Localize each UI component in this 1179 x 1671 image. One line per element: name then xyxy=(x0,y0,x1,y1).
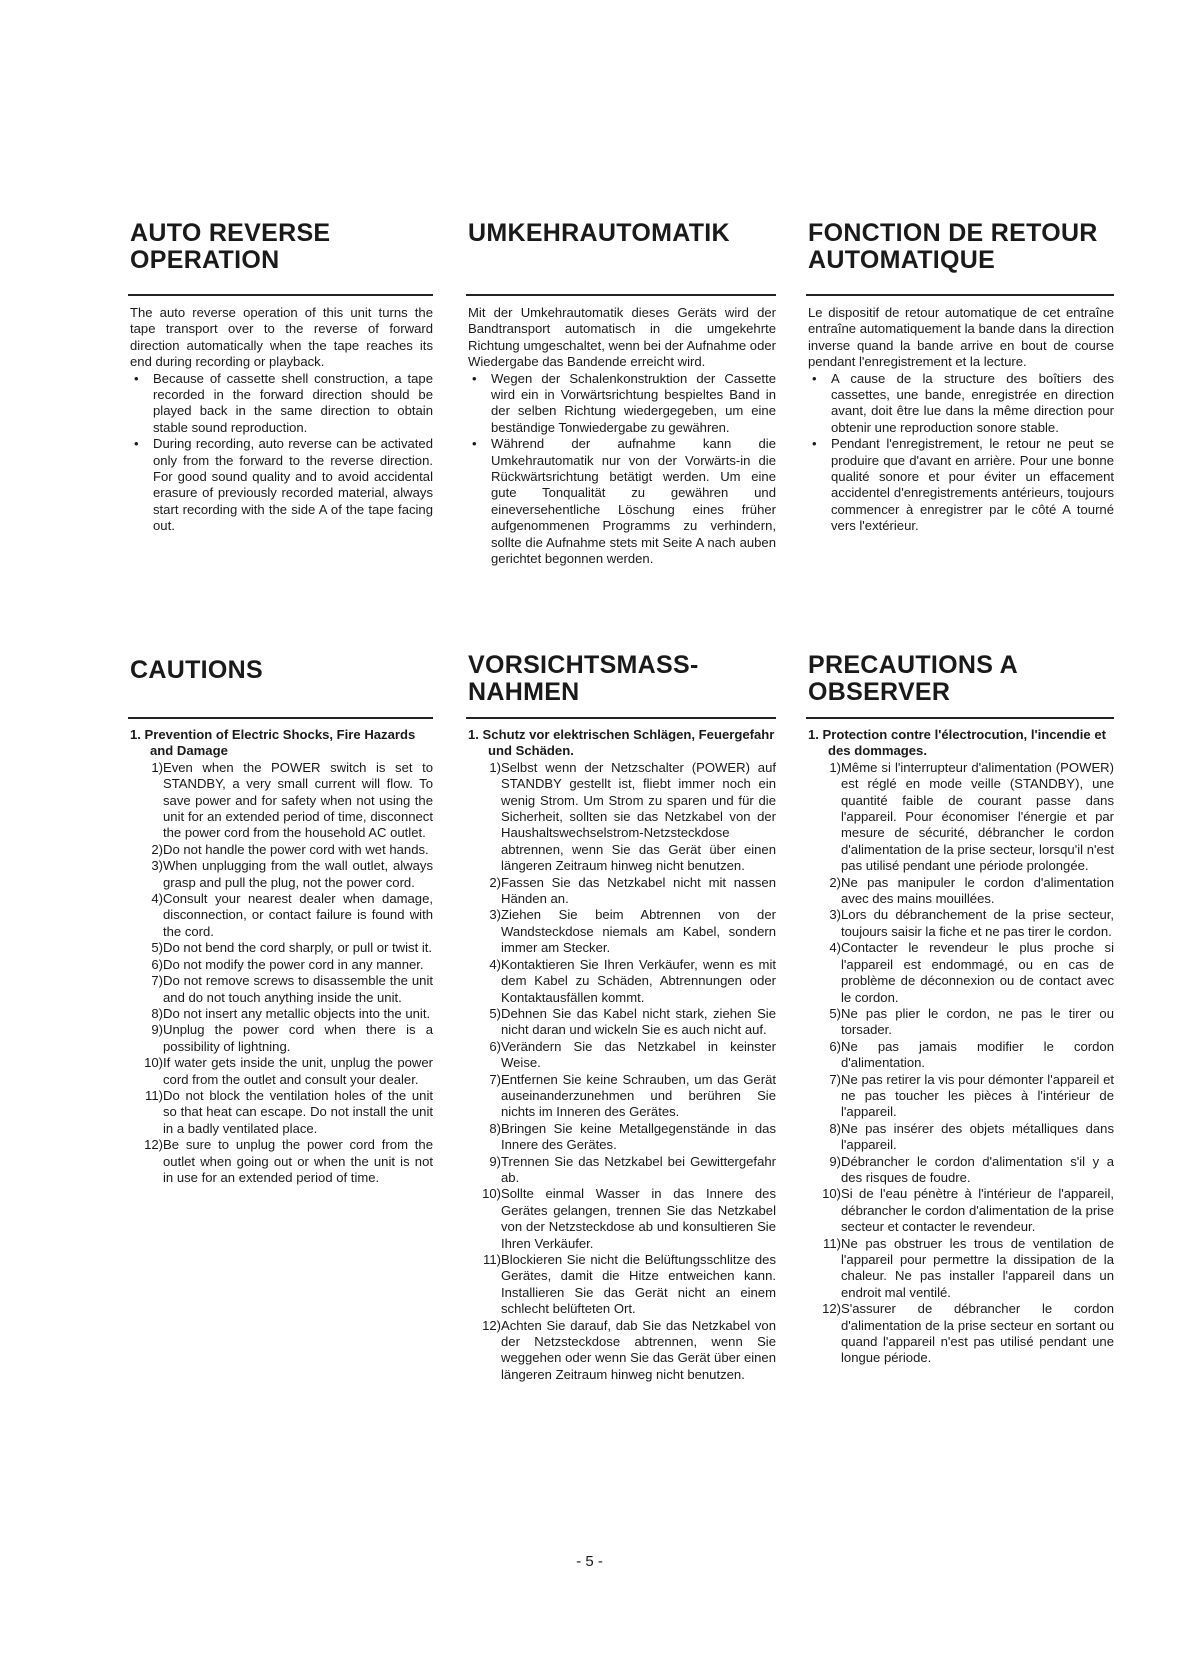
auto-reverse-intro-fr: Le dispositif de retour automatique de cet entraîne entraîne automatiquement la bande dans la direction inverse quand la bande arrive en bout de course pendant l'enregistrement et la lecture. xyxy=(808,305,1114,370)
auto-reverse-title-en: AUTO REVERSE OPERATION xyxy=(130,219,331,274)
caution-items-en xyxy=(130,760,433,1187)
auto-reverse-title-en-block xyxy=(130,220,433,274)
list-item: 6) Ne pas jamais modifier le cordon d'alimentation. xyxy=(829,1038,1114,1071)
cautions-title-en-block xyxy=(130,657,433,684)
list-item: 9) Débrancher le cordon d'alimentation s'il y a des risques de foudre. xyxy=(829,1153,1114,1185)
list-item: 3) When unplugging from the wall outlet, always grasp and pull the plug, not the power cord. xyxy=(151,858,433,890)
auto-reverse-title-fr-block xyxy=(808,220,1114,274)
list-item: 6) Do not modify the power cord in any manner. xyxy=(151,956,424,972)
list-item: 5) Ne pas plier le cordon, ne pas le tirer ou torsader. xyxy=(829,1005,1114,1038)
list-item: 12) Be sure to unplug the power cord from the outlet when going out or when the unit is not in use for an extended period of time. xyxy=(144,1137,433,1185)
bullet-item: • Pendant l'enregistrement, le retour ne peut se produire que d'avant en arrière. Pour une bonne qualité sonore et pour éviter un effacement accidentel d'enregistrements antérieurs, toujours commencer à enregistrer par le côté A tourné vers l'extérieur. xyxy=(808,436,1114,534)
caution-items-fr xyxy=(808,760,1114,1367)
list-item: 9) Trennen Sie das Netzkabel bei Gewittergefahr ab. xyxy=(489,1153,776,1185)
auto-reverse-intro-de: Mit der Umkehrautomatik dieses Geräts wird der Bandtransport automatisch in die umgekehrte Richtung umgeschaltet, wenn bei der Aufnahme oder Wiedergabe das Bandende erreicht wird. xyxy=(468,305,776,370)
divider-rule xyxy=(806,717,1114,719)
list-item: 8) Ne pas insérer des objets métalliques dans l'appareil. xyxy=(829,1120,1114,1153)
cautions-title-fr: PRECAUTIONS A OBSERVER xyxy=(808,651,1018,706)
auto-reverse-intro-en: The auto reverse operation of this unit turns the tape transport over to the reverse of forward direction automatically when the tape reaches its end during recording or playback. xyxy=(130,305,433,370)
bullet-item: • A cause de la structure des boîtiers des cassettes, une bande, enregistrée en direction avant, doit être lue dans la même direction pour obtenir une reproduction sonore stable. xyxy=(808,371,1114,437)
list-item: 11) Blockieren Sie nicht die Belüftungsschlitze des Gerätes, damit die Hitze entweichen kann. Installieren Sie das Gerät nicht an einem schlecht belüfteten Ort. xyxy=(483,1252,776,1317)
section-heading: 1. Schutz vor elektrischen Schlägen, Feuergefahr und Schäden. xyxy=(468,727,775,759)
list-item: 1) Even when the POWER switch is set to STANDBY, a very small current will flow. To save power and for safety when not using the unit for an extended period of time, disconnect the power cord from the household AC outlet. xyxy=(151,759,433,841)
list-item: 2) Do not handle the power cord with wet hands. xyxy=(151,841,429,857)
list-item: 4) Consult your nearest dealer when damage, disconnection, or contact failure is found with the cord. xyxy=(151,891,433,939)
list-item: 10) If water gets inside the unit, unplug the power cord from the outlet and consult your dealer. xyxy=(144,1055,433,1087)
list-item: 11) Do not block the ventilation holes of the unit so that heat can escape. Do not install the unit in a badly ventilated place. xyxy=(145,1087,433,1136)
section-heading: 1. Prevention of Electric Shocks, Fire Hazards and Damage xyxy=(130,727,416,759)
divider-rule xyxy=(128,294,433,296)
list-item: 3) Ziehen Sie beim Abtrennen von der Wandsteckdose niemals am Kabel, sondern immer am Stecker. xyxy=(489,907,776,956)
bullet-item: • Wegen der Schalenkonstruktion der Cassette wird ein in Vorwärtsrichtung bespieltes Band in der selben Richtung wiedergegeben, um eine beständige Tonwiedergabe zu gewähren. xyxy=(468,371,776,437)
list-item: 7) Ne pas retirer la vis pour démonter l'appareil et ne pas toucher les pièces à l'intérieur de l'appareil. xyxy=(829,1071,1114,1120)
list-item: 5) Do not bend the cord sharply, or pull or twist it. xyxy=(151,940,433,956)
auto-reverse-text-en xyxy=(130,305,433,535)
bullet-item: • Because of cassette shell construction, a tape recorded in the forward direction should be played back in the same direction to obtain stable sound reproduction. xyxy=(130,371,433,437)
section-heading: 1. Protection contre l'électrocution, l'incendie et des dommages. xyxy=(808,727,1106,759)
list-item: 4) Contacter le revendeur le plus proche si l'appareil est endommagé, ou en cas de problème de déconnexion ou de contact avec le cordon. xyxy=(829,940,1114,1005)
cautions-list-fr xyxy=(808,727,1114,1367)
list-item: 8) Do not insert any metallic objects into the unit. xyxy=(151,1005,431,1021)
list-item: 11) Ne pas obstruer les trous de ventilation de l'appareil pour permettre la dissipation de la chaleur. Ne pas installer l'appareil dans un endroit mal ventilé. xyxy=(823,1235,1114,1300)
auto-reverse-text-de xyxy=(468,305,776,568)
list-item: 2) Fassen Sie das Netzkabel nicht mit nassen Händen an. xyxy=(489,874,776,907)
divider-rule xyxy=(466,717,776,719)
auto-reverse-text-fr xyxy=(808,305,1114,535)
bullet-item: • During recording, auto reverse can be activated only from the forward to the reverse direction. For good sound quality and to avoid accidental erasure of previously recorded material, always start recording with the side A of the tape facing out. xyxy=(130,436,433,534)
cautions-title-de-block xyxy=(468,652,776,706)
auto-reverse-title-de-block xyxy=(468,220,776,247)
cautions-list-de xyxy=(468,727,776,1383)
divider-rule xyxy=(466,294,776,296)
list-item: 12) Achten Sie darauf, dab Sie das Netzkabel von der Netzsteckdose abtrennen, wenn Sie weggehen oder wenn Sie das Gerät über einen längeren Zeitraum hinweg nicht benutzen. xyxy=(482,1317,776,1382)
auto-reverse-bullets-fr xyxy=(808,371,1114,535)
list-item: 10) Sollte einmal Wasser in das Innere des Gerätes gelangen, trennen Sie das Netzkabel von der Netzsteckdose ab und konsultieren Sie Ihren Verkäufer. xyxy=(482,1186,776,1251)
auto-reverse-title-fr: FONCTION DE RETOUR AUTOMATIQUE xyxy=(808,219,1098,274)
list-item: 10) Si de l'eau pénètre à l'intérieur de l'appareil, débrancher le cordon d'alimentation de la prise secteur et contacter le revendeur. xyxy=(822,1186,1114,1235)
list-item: 1) Selbst wenn der Netzschalter (POWER) auf STANDBY gestellt ist, fliebt immer noch ein wenig Strom. Um Strom zu sparen und für die Sicherheit, sollten sie das Netzkabel von der Haushaltswechselstrom-Netzsteckdose abtrennen, wenn Sie das Gerät über einen längeren Zeitraum hinweg nicht benutzen. xyxy=(489,759,776,874)
caution-items-de xyxy=(468,760,776,1383)
list-item: 7) Do not remove screws to disassemble the unit and do not touch anything inside the unit. xyxy=(151,973,433,1005)
list-item: 2) Ne pas manipuler le cordon d'alimentation avec des mains mouillées. xyxy=(829,874,1114,907)
list-item: 6) Verändern Sie das Netzkabel in keinster Weise. xyxy=(489,1038,776,1071)
list-item: 1) Même si l'interrupteur d'alimentation (POWER) est réglé en mode veille (STANDBY), une quantité faible de courant passe dans l'appareil. Pour économiser l'énergie et par mesure de sécurité, débrancher le cordon d'alimentation de la prise secteur, lorsqu'il n'est pas utilisé pendant une période prolongée. xyxy=(829,759,1114,874)
list-item: 8) Bringen Sie keine Metallgegenstände in das Innere des Gerätes. xyxy=(489,1120,776,1153)
cautions-title-en: CAUTIONS xyxy=(130,656,263,684)
bullet-item: • Während der aufnahme kann die Umkehrautomatik nur von der Vorwärts-in die Rückwärtsrichtung betätigt werden. Um eine gute Tonqualität zu gewähren und eineversehentliche Löschung eines früher aufgenommenen Programms zu verhindern, sollte die Aufnahme stets mit Seite A nach auben gerichtet begonnen werden. xyxy=(468,436,776,567)
cautions-list-en xyxy=(130,727,433,1186)
divider-rule xyxy=(128,717,433,719)
cautions-title-fr-block xyxy=(808,652,1114,706)
list-item: 7) Entfernen Sie keine Schrauben, um das Gerät auseinanderzunehmen und berühren Sie nichts im Inneren des Gerätes. xyxy=(489,1071,776,1120)
list-item: 4) Kontaktieren Sie Ihren Verkäufer, wenn es mit dem Kabel zu Schäden, Abtrennungen oder Kontaktausfällen kommt. xyxy=(489,956,776,1005)
auto-reverse-bullets-en xyxy=(130,371,433,535)
list-item: 9) Unplug the power cord when there is a possibility of lightning. xyxy=(151,1022,433,1054)
list-item: 5) Dehnen Sie das Kabel nicht stark, ziehen Sie nicht daran und wickeln Sie es auch nicht auf. xyxy=(489,1005,776,1038)
auto-reverse-bullets-de xyxy=(468,371,776,568)
list-item: 12) S'assurer de débrancher le cordon d'alimentation de la prise secteur en sortant ou quand l'appareil n'est pas utilisé pendant une longue période. xyxy=(822,1301,1114,1366)
cautions-title-de: VORSICHTSMASS- NAHMEN xyxy=(468,651,699,706)
page-number: - 5 - xyxy=(576,1553,603,1570)
list-item: 3) Lors du débranchement de la prise secteur, toujours saisir la fiche et ne pas tirer le cordon. xyxy=(829,907,1114,939)
auto-reverse-title-de: UMKEHRAUTOMATIK xyxy=(468,219,730,247)
divider-rule xyxy=(806,294,1114,296)
